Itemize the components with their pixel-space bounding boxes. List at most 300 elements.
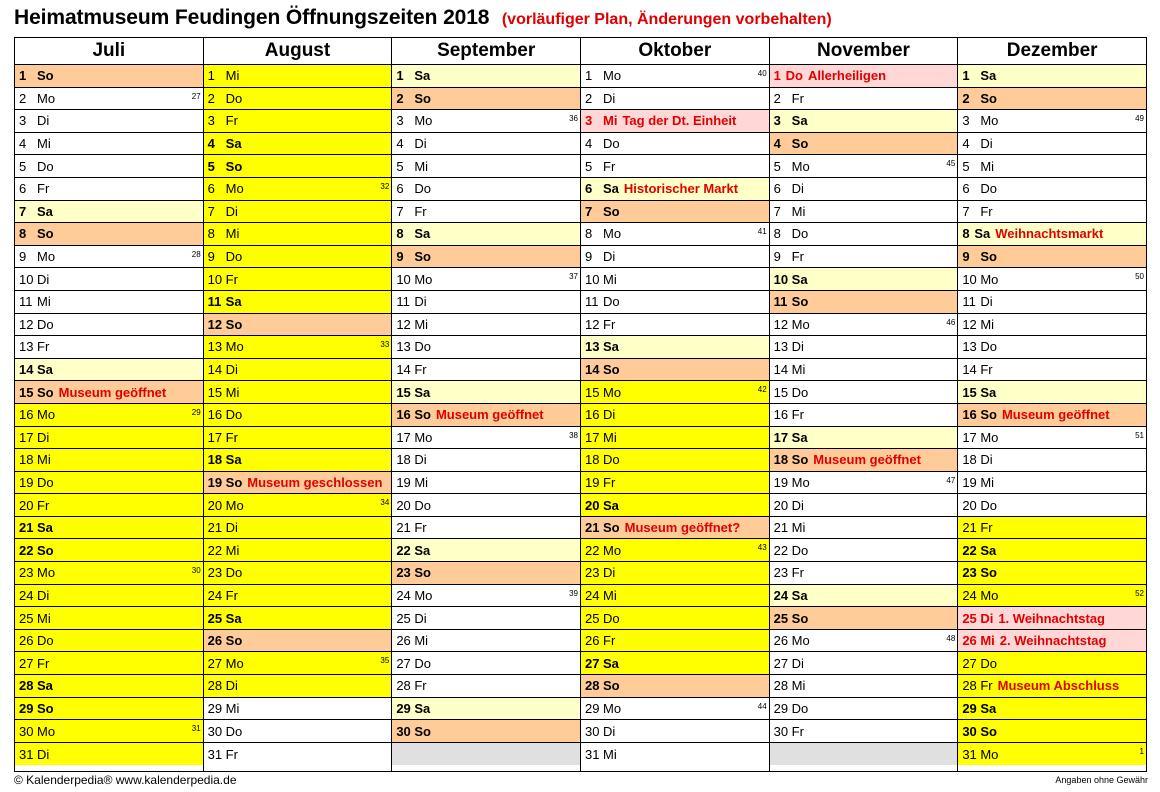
weekday-label: Do (225, 90, 243, 106)
day-cell (770, 359, 958, 382)
day-number: 31 (19, 746, 34, 762)
weekday-label: Do (225, 565, 243, 581)
weekday-label: Fr (791, 90, 804, 106)
weekday-label: Mi (980, 158, 995, 174)
day-number: 14 (962, 362, 977, 378)
day-cell (770, 494, 958, 517)
day-number: 26 (585, 633, 600, 649)
day-cell (204, 494, 392, 517)
day-number: 23 (773, 565, 789, 581)
day-cell (392, 201, 580, 224)
weekday-label: Mo (414, 587, 433, 603)
day-cell (392, 314, 580, 337)
day-number: 31 (585, 746, 600, 762)
day-cell (392, 472, 580, 495)
day-number: 4 (585, 136, 593, 152)
weekday-label: Fr (37, 339, 50, 355)
weekday-label: Fr (603, 474, 616, 490)
page-header (14, 6, 832, 34)
weekday-label: Fr (225, 746, 238, 762)
day-cell (204, 268, 392, 291)
weekday-label: Di (414, 136, 427, 152)
day-cell (15, 427, 203, 450)
weekday-label: Sa (980, 384, 997, 400)
day-number: 6 (585, 181, 593, 197)
day-number: 3 (396, 113, 404, 129)
day-number: 6 (19, 181, 27, 197)
event-note: Tag der Dt. Einheit (622, 113, 737, 129)
weekday-label: Mo (791, 316, 810, 332)
day-cell (770, 675, 958, 698)
day-cell (392, 359, 580, 382)
day-cell (15, 178, 203, 201)
day-cell (15, 494, 203, 517)
day-cell (15, 449, 203, 472)
day-cell (204, 404, 392, 427)
weekday-label: Mo (225, 497, 244, 513)
day-cell (15, 743, 203, 766)
weekday-label: So (37, 68, 54, 84)
day-number: 18 (585, 452, 600, 468)
day-number: 14 (396, 362, 411, 378)
weekday-label: Mo (37, 565, 56, 581)
day-cell (581, 381, 769, 404)
weekday-label: Fr (791, 565, 804, 581)
day-number: 26 (207, 633, 223, 649)
day-number: 23 (19, 565, 34, 581)
day-cell (392, 449, 580, 472)
event-note: 1. Weihnachtstag (998, 610, 1106, 626)
day-number: 5 (773, 158, 781, 174)
day-cell (392, 562, 580, 585)
day-number: 14 (207, 362, 223, 378)
day-cell (204, 585, 392, 608)
day-cell (581, 336, 769, 359)
day-cell (958, 675, 1146, 698)
day-cell (204, 539, 392, 562)
weekday-label: Fr (980, 362, 993, 378)
weekday-label: Do (603, 294, 620, 310)
day-cell (392, 336, 580, 359)
day-number: 26 (773, 633, 789, 649)
day-number: 24 (773, 587, 789, 603)
day-number: 2 (19, 90, 27, 106)
day-cell (958, 291, 1146, 314)
day-cell (392, 585, 580, 608)
day-cell (958, 427, 1146, 450)
day-number: 11 (396, 294, 410, 310)
day-cell (770, 539, 958, 562)
day-number: 19 (585, 474, 600, 490)
day-cell (392, 607, 580, 630)
event-note: Museum geöffnet (435, 407, 544, 423)
day-cell (770, 155, 958, 178)
day-number: 6 (396, 181, 404, 197)
day-cell (15, 630, 203, 653)
weekday-label: Sa (414, 542, 431, 558)
day-number: 23 (962, 565, 977, 581)
event-note: Historischer Markt (623, 181, 739, 197)
day-number: 2 (585, 90, 593, 106)
day-cell (15, 517, 203, 540)
day-cell (392, 517, 580, 540)
day-cell (958, 449, 1146, 472)
day-number: 3 (962, 113, 970, 129)
day-number: 2 (773, 90, 781, 106)
day-number: 28 (207, 678, 223, 694)
day-number: 13 (207, 339, 223, 355)
weekday-label: Fr (980, 520, 993, 536)
weekday-label: Sa (791, 271, 808, 287)
day-number: 24 (396, 587, 411, 603)
event-note: Allerheiligen (808, 68, 887, 84)
weekday-label: Mi (980, 633, 995, 649)
weekday-label: Mi (225, 700, 240, 716)
day-number: 8 (207, 226, 215, 242)
day-cell (204, 381, 392, 404)
day-number: 27 (773, 655, 789, 671)
weekday-label: Fr (414, 678, 427, 694)
day-cell (15, 201, 203, 224)
weekday-label: Fr (414, 203, 427, 219)
day-number: 18 (962, 452, 977, 468)
day-number: 22 (396, 542, 411, 558)
day-cell (770, 133, 958, 156)
day-number: 29 (207, 700, 223, 716)
day-cell (581, 449, 769, 472)
week-number: 41 (757, 227, 767, 237)
weekday-label: Do (225, 723, 243, 739)
day-cell (392, 743, 580, 766)
day-number: 30 (962, 723, 977, 739)
weekday-label: Sa (225, 452, 242, 468)
weekday-label: Di (414, 610, 427, 626)
month-column-juli (15, 38, 204, 771)
weekday-label: Sa (225, 136, 242, 152)
weekday-label: Mi (603, 587, 617, 603)
day-number: 26 (19, 633, 34, 649)
day-number: 27 (396, 655, 411, 671)
day-cell (392, 381, 580, 404)
day-cell (15, 223, 203, 246)
weekday-label: Di (225, 678, 238, 694)
day-cell (770, 427, 958, 450)
month-column-august (204, 38, 393, 771)
weekday-label: Do (980, 339, 997, 355)
day-number: 1 (585, 68, 593, 84)
week-number: 37 (569, 272, 578, 282)
day-number: 16 (773, 407, 789, 423)
day-cell (392, 268, 580, 291)
day-cell (958, 472, 1146, 495)
day-cell (581, 314, 769, 337)
day-number: 8 (773, 226, 781, 242)
day-number: 13 (585, 339, 600, 355)
day-number: 19 (207, 474, 223, 490)
day-number: 6 (962, 181, 970, 197)
day-number: 27 (585, 655, 600, 671)
weekday-label: Mi (414, 474, 429, 490)
day-cell (581, 585, 769, 608)
day-cell (392, 133, 580, 156)
weekday-label: Mo (603, 384, 622, 400)
weekday-label: So (603, 520, 620, 536)
weekday-label: Sa (37, 203, 53, 219)
weekday-label: Di (37, 271, 50, 287)
day-cell (392, 675, 580, 698)
weekday-label: So (37, 226, 54, 242)
day-number: 28 (962, 678, 977, 694)
month-header: Juli (15, 38, 203, 65)
day-cell (392, 494, 580, 517)
day-number: 17 (207, 429, 223, 445)
day-cell (204, 110, 392, 133)
day-number: 21 (962, 520, 977, 536)
week-number: 27 (191, 91, 201, 101)
day-number: 3 (585, 113, 593, 129)
weekday-label: Fr (791, 407, 804, 423)
day-cell (581, 539, 769, 562)
day-cell (958, 494, 1146, 517)
weekday-label: Fr (37, 497, 50, 513)
day-cell (204, 246, 392, 269)
weekday-label: Mo (603, 700, 622, 716)
day-cell (958, 133, 1146, 156)
weekday-label: Di (791, 339, 804, 355)
day-number: 18 (773, 452, 789, 468)
month-header: November (770, 38, 958, 65)
weekday-label: Mi (603, 746, 617, 762)
day-number: 21 (19, 520, 34, 536)
day-cell (958, 88, 1146, 111)
day-cell (581, 246, 769, 269)
weekday-label: So (225, 158, 243, 174)
day-number: 16 (962, 407, 977, 423)
day-cell (958, 268, 1146, 291)
day-number: 12 (585, 316, 600, 332)
weekday-label: So (980, 565, 997, 581)
weekday-label: Sa (414, 384, 431, 400)
day-cell (204, 449, 392, 472)
day-number: 9 (773, 249, 781, 265)
weekday-label: So (414, 90, 431, 106)
weekday-label: So (37, 700, 54, 716)
day-number: 29 (962, 700, 977, 716)
day-cell (958, 698, 1146, 721)
weekday-label: Mi (603, 113, 618, 129)
day-cell (392, 155, 580, 178)
weekday-label: Sa (980, 700, 997, 716)
weekday-label: Sa (603, 497, 619, 513)
day-cell (958, 585, 1146, 608)
weekday-label: Di (37, 746, 50, 762)
day-number: 10 (585, 271, 600, 287)
day-number: 7 (962, 203, 970, 219)
day-number: 17 (962, 429, 977, 445)
weekday-label: Fr (225, 429, 238, 445)
day-number: 24 (962, 587, 977, 603)
day-number: 25 (773, 610, 789, 626)
day-number: 27 (962, 655, 977, 671)
weekday-label: Mo (791, 633, 810, 649)
day-number: 7 (585, 203, 593, 219)
day-cell (770, 336, 958, 359)
weekday-label: So (414, 723, 431, 739)
day-cell (770, 630, 958, 653)
day-cell (15, 155, 203, 178)
week-number: 30 (191, 566, 201, 576)
day-cell (15, 133, 203, 156)
day-cell (204, 427, 392, 450)
weekday-label: Di (603, 249, 616, 265)
weekday-label: Do (414, 339, 431, 355)
week-number: 49 (1135, 114, 1144, 124)
day-cell (581, 65, 769, 88)
event-note: Weihnachtsmarkt (995, 226, 1104, 242)
day-number: 12 (207, 316, 223, 332)
weekday-label: Do (37, 158, 54, 174)
day-cell (958, 607, 1146, 630)
weekday-label: Sa (791, 113, 808, 129)
weekday-label: Fr (414, 520, 427, 536)
weekday-label: Di (37, 429, 50, 445)
weekday-label: Do (980, 655, 997, 671)
month-column-november (770, 38, 959, 771)
day-cell (204, 562, 392, 585)
day-cell (15, 110, 203, 133)
day-number: 25 (585, 610, 600, 626)
weekday-label: Mi (791, 520, 806, 536)
day-cell (392, 720, 580, 743)
weekday-label: Do (414, 655, 431, 671)
day-number: 7 (396, 203, 404, 219)
day-number: 20 (773, 497, 789, 513)
day-cell (958, 65, 1146, 88)
weekday-label: Do (414, 181, 431, 197)
weekday-label: Mi (414, 316, 429, 332)
weekday-label: Fr (414, 362, 427, 378)
weekday-label: So (791, 294, 809, 310)
day-number: 21 (207, 520, 223, 536)
week-number: 46 (946, 317, 956, 327)
day-cell (15, 404, 203, 427)
day-cell (204, 720, 392, 743)
weekday-label: Do (980, 497, 997, 513)
day-number: 11 (585, 294, 599, 310)
day-cell (770, 223, 958, 246)
weekday-label: Do (791, 226, 809, 242)
weekday-label: Sa (791, 429, 808, 445)
week-number: 36 (569, 114, 578, 124)
day-number: 23 (585, 565, 600, 581)
day-cell (204, 630, 392, 653)
day-number: 3 (207, 113, 215, 129)
calendar-grid (14, 37, 1147, 772)
day-cell (204, 155, 392, 178)
day-cell (15, 562, 203, 585)
day-number: 18 (207, 452, 223, 468)
page-title: Heimatmuseum Feudingen Öffnungszeiten 2018 (14, 6, 490, 29)
weekday-label: So (791, 610, 809, 626)
weekday-label: So (37, 384, 54, 400)
day-number: 4 (962, 136, 970, 152)
day-cell (204, 291, 392, 314)
day-number: 5 (207, 158, 215, 174)
weekday-label: Mo (225, 181, 244, 197)
day-cell (770, 404, 958, 427)
day-number: 11 (962, 294, 976, 310)
weekday-label: Mo (791, 474, 810, 490)
day-number: 24 (585, 587, 600, 603)
event-note: Museum geöffnet (813, 452, 921, 468)
day-number: 13 (962, 339, 977, 355)
day-cell (204, 675, 392, 698)
weekday-label: Mo (37, 723, 56, 739)
day-number: 28 (773, 678, 789, 694)
weekday-label: Fr (225, 271, 238, 287)
day-cell (581, 675, 769, 698)
weekday-label: So (414, 565, 431, 581)
day-cell (392, 630, 580, 653)
week-number: 31 (191, 724, 201, 734)
weekday-label: Di (225, 520, 238, 536)
weekday-label: Fr (37, 181, 50, 197)
day-cell (392, 246, 580, 269)
day-number: 3 (19, 113, 27, 129)
day-number: 12 (396, 316, 411, 332)
day-number: 11 (207, 294, 222, 310)
day-cell (770, 698, 958, 721)
weekday-label: Fr (980, 678, 993, 694)
week-number: 42 (757, 385, 767, 395)
day-cell (581, 630, 769, 653)
day-cell (581, 110, 769, 133)
weekday-label: Di (225, 362, 238, 378)
day-number: 15 (19, 384, 34, 400)
day-cell (770, 652, 958, 675)
day-number: 19 (396, 474, 411, 490)
week-number: 32 (380, 181, 390, 191)
weekday-label: Mi (414, 158, 429, 174)
day-number: 21 (585, 520, 600, 536)
day-number: 10 (207, 271, 223, 287)
weekday-label: Mo (980, 113, 999, 129)
event-note: Museum geschlossen (247, 474, 383, 490)
day-number: 13 (773, 339, 789, 355)
weekday-label: Mi (37, 294, 51, 310)
day-cell (958, 404, 1146, 427)
day-cell (581, 88, 769, 111)
weekday-label: Sa (414, 68, 431, 84)
month-header: Dezember (958, 38, 1146, 65)
weekday-label: Mi (603, 429, 617, 445)
day-number: 7 (773, 203, 781, 219)
weekday-label: Do (225, 249, 243, 265)
day-number: 16 (207, 407, 223, 423)
day-number: 8 (396, 226, 404, 242)
week-number: 50 (1135, 272, 1144, 282)
day-cell (392, 65, 580, 88)
day-cell (15, 381, 203, 404)
weekday-label: Di (37, 587, 50, 603)
day-cell (581, 359, 769, 382)
day-number: 11 (19, 294, 33, 310)
day-cell (958, 223, 1146, 246)
day-number: 14 (585, 362, 600, 378)
day-number: 20 (19, 497, 34, 513)
day-cell (770, 65, 958, 88)
day-number: 2 (962, 90, 970, 106)
